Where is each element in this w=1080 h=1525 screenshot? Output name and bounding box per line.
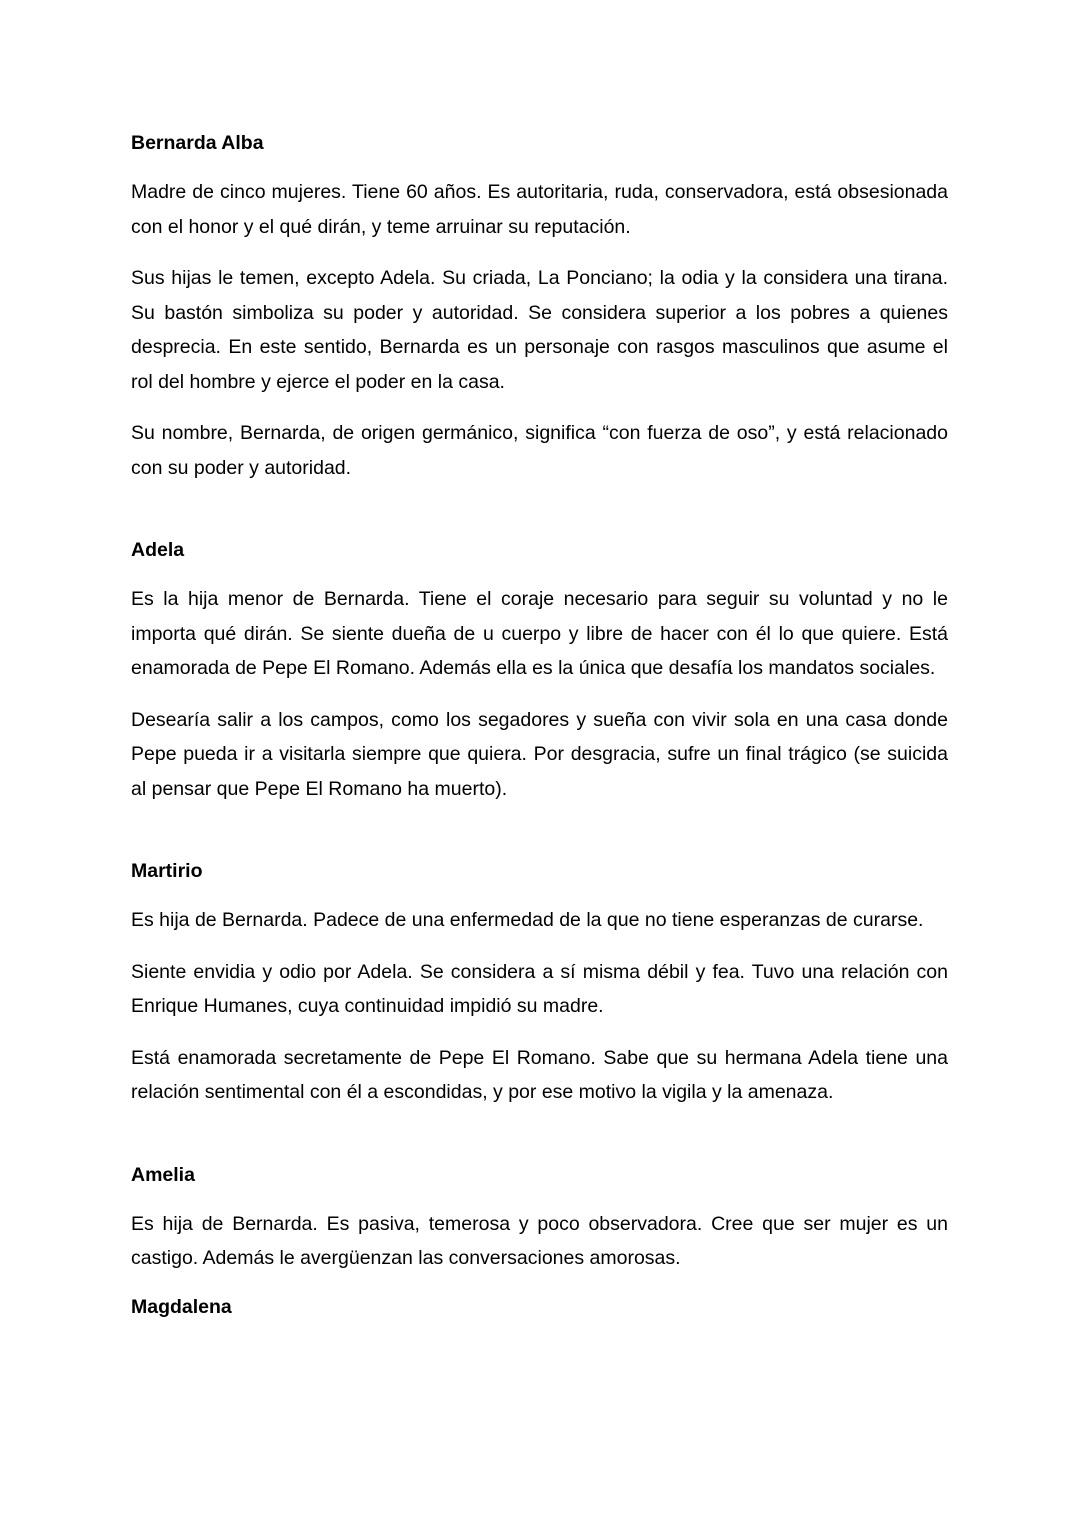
paragraph: Desearía salir a los campos, como los segadores y sueña con vivir sola en una casa donde Pepe pueda ir a visitarla siempre que quiera. Por desgracia, sufre un final trágico (se suicida al pensar que Pepe El Romano ha muerto). — [131, 708, 948, 800]
heading-martirio: Martirio — [131, 860, 203, 882]
paragraph: Está enamorada secretamente de Pepe El Romano. Sabe que su hermana Adela tiene una relación sentimental con él a escondidas, y por ese motivo la vigila y la amenaza. — [131, 1046, 948, 1103]
paragraph: Es hija de Bernarda. Es pasiva, temerosa y poco observadora. Cree que ser mujer es un castigo. Además le avergüenzan las conversaciones amorosas. — [131, 1212, 948, 1269]
section-bernarda-alba — [131, 129, 948, 485]
paragraph: Su nombre, Bernarda, de origen germánico, significa “con fuerza de oso”, y está relacionado con su poder y autoridad. — [131, 422, 948, 479]
heading-amelia: Amelia — [131, 1163, 195, 1186]
section-magdalena — [131, 1293, 948, 1322]
paragraph: Es hija de Bernarda. Padece de una enfermedad de la que no tiene esperanzas de curarse. — [131, 909, 924, 931]
section-martirio — [131, 857, 948, 1110]
heading-bernarda-alba: Bernarda Alba — [131, 132, 264, 154]
paragraph: Madre de cinco mujeres. Tiene 60 años. Es autoritaria, ruda, conservadora, está obsesionada con el honor y el qué dirán, y teme arruinar su reputación. — [131, 181, 948, 238]
paragraph: Es la hija menor de Bernarda. Tiene el coraje necesario para seguir su voluntad y no le importa qué dirán. Se siente dueña de u cuerpo y libre de hacer con él lo que quiere. Está enamorada de Pepe El Romano. Además ella es la única que desafía los mandatos sociales. — [131, 588, 948, 679]
paragraph: Sus hijas le temen, excepto Adela. Su criada, La Ponciano; la odia y la considera una tirana. Su bastón simboliza su poder y autoridad. Se considera superior a los pobres a quienes desprecia. En este sentido, Bernarda es un personaje con rasgos masculinos que asume el rol del hombre y ejerce el poder en la casa. — [131, 267, 948, 393]
section-amelia — [131, 1161, 948, 1276]
section-adela — [131, 536, 948, 806]
paragraph: Siente envidia y odio por Adela. Se considera a sí misma débil y fea. Tuvo una relación con Enrique Humanes, cuya continuidad impidió su madre. — [131, 960, 948, 1017]
heading-magdalena: Magdalena — [131, 1295, 232, 1318]
document-page — [131, 129, 948, 1322]
heading-adela: Adela — [131, 539, 185, 561]
